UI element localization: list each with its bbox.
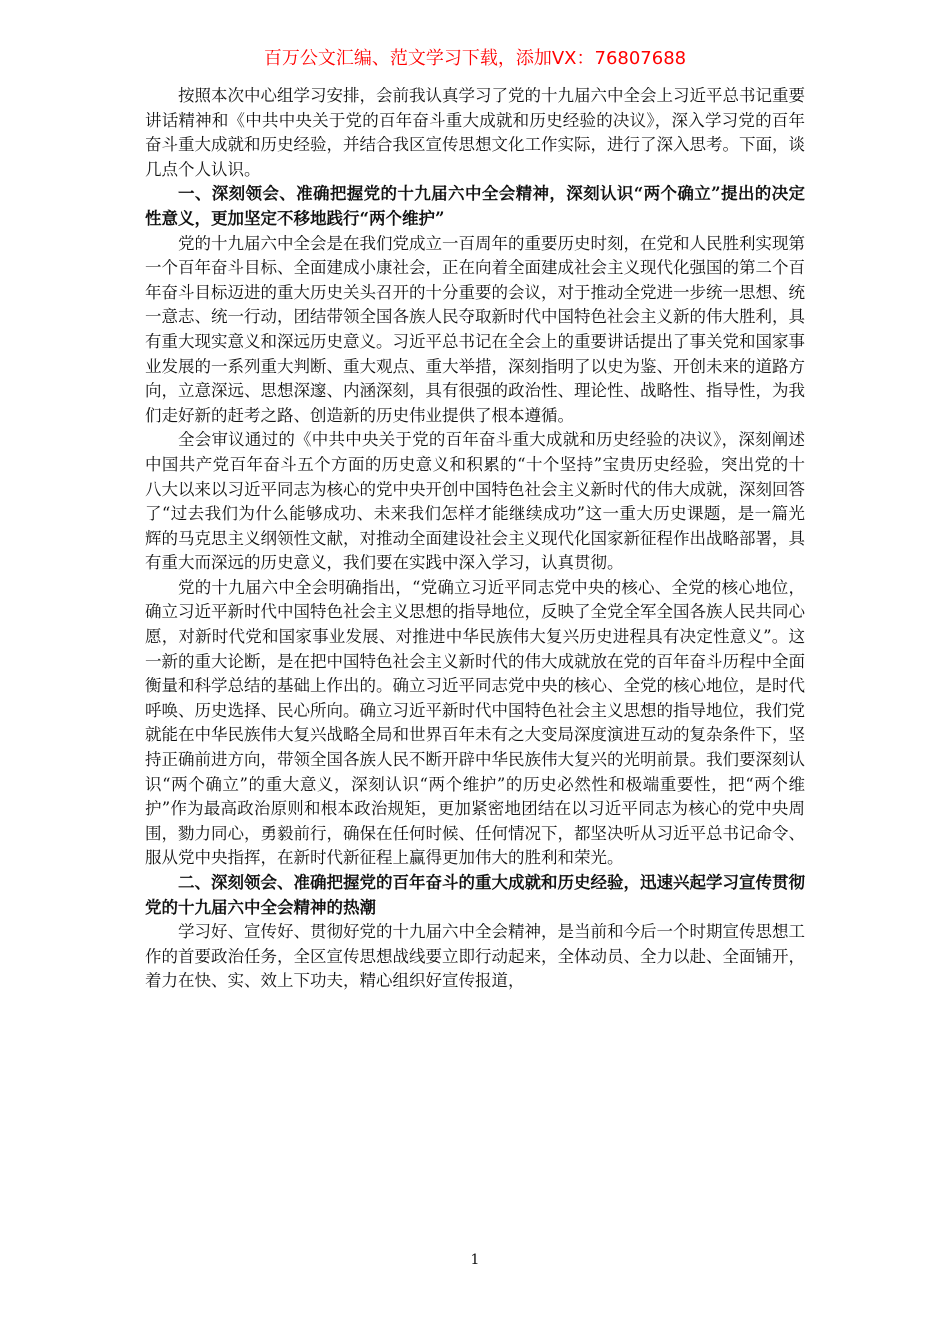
paragraph: 学习好、宣传好、贯彻好党的十九届六中全会精神，是当前和今后一个时期宣传思想工作的首要政治任务，全区宣传思想战线要立即行动起来，全体动员、全力以赴、全面铺开，着力在快、实、效上下功夫，精心组织好宣传报道，	[145, 922, 805, 991]
header-banner: 百万公文汇编、范文学习下载，添加VX：76807688	[263, 48, 687, 69]
paragraph-intro: 按照本次中心组学习安排，会前我认真学习了党的十九届六中全会上习近平总书记重要讲话精神和《中共中央关于党的百年奋斗重大成就和历史经验的决议》，深入学习党的百年奋斗重大成就和历史经验，并结合我区宣传思想文化工作实际，进行了深入思考。下面，谈几点个人认识。	[145, 86, 805, 179]
paragraph: 党的十九届六中全会是在我们党成立一百周年的重要历史时刻，在党和人民胜利实现第一个百年奋斗目标、全面建成小康社会，正在向着全面建成社会主义现代化强国的第二个百年奋斗目标迈进的重大历史关头召开的十分重要的会议，对于推动全党进一步统一思想、统一意志、统一行动，团结带领全国各族人民夺取新时代中国特色社会主义新的伟大胜利，具有重大现实意义和深远历史意义。习近平总书记在全会上的重要讲话提出了事关党和国家事业发展的一系列重大判断、重大观点、重大举措，深刻指明了以史为鉴、开创未来的道路方向，立意深远、思想深邃、内涵深刻，具有很强的政治性、理论性、战略性、指导性，为我们走好新的赶考之路、创造新的历史伟业提供了根本遵循。	[145, 233, 805, 425]
page-number: 1	[470, 1252, 480, 1268]
paragraph: 全会审议通过的《中共中央关于党的百年奋斗重大成就和历史经验的决议》，深刻阐述中国共产党百年奋斗五个方面的历史意义和积累的“十个坚持”宝贵历史经验，突出党的十八大以来以习近平同志为核心的党中央开创中国特色社会主义新时代的伟大成就，深刻回答了“过去我们为什么能够成功、未来我们怎样才能继续成功”这一重大历史课题，是一篇光辉的马克思主义纲领性文献，对推动全面建设社会主义现代化国家新征程作出战略部署，具有重大而深远的历史意义，我们要在实践中深入学习，认真贯彻。	[145, 430, 805, 573]
section-heading-1: 一、深刻领会、准确把握党的十九届六中全会精神，深刻认识“两个确立”提出的决定性意义，更加坚定不移地践行“两个维护”	[145, 184, 805, 228]
document-body	[145, 84, 805, 994]
paragraph: 党的十九届六中全会明确指出，“党确立习近平同志党中央的核心、全党的核心地位，确立习近平新时代中国特色社会主义思想的指导地位，反映了全党全军全国各族人民共同心愿，对新时代党和国家事业发展、对推进中华民族伟大复兴历史进程具有决定性意义”。这一新的重大论断，是在把中国特色社会主义新时代的伟大成就放在党的百年奋斗历程中全面衡量和科学总结的基础上作出的。确立习近平同志党中央的核心、全党的核心地位，是时代呼唤、历史选择、民心所向。确立习近平新时代中国特色社会主义思想的指导地位，我们党就能在中华民族伟大复兴战略全局和世界百年未有之大变局深度演进互动的复杂条件下，坚持正确前进方向，带领全国各族人民不断开辟中华民族伟大复兴的光明前景。我们要深刻认识“两个确立”的重大意义，深刻认识“两个维护”的历史必然性和极端重要性，把“两个维护”作为最高政治原则和根本政治规矩，更加紧密地团结在以习近平同志为核心的党中央周围，勠力同心，勇毅前行，确保在任何时候、任何情况下，都坚决听从习近平总书记命令、服从党中央指挥，在新时代新征程上赢得更加伟大的胜利和荣光。	[145, 577, 805, 868]
section-heading-2: 二、深刻领会、准确把握党的百年奋斗的重大成就和历史经验，迅速兴起学习宣传贯彻党的十九届六中全会精神的热潮	[145, 873, 805, 917]
